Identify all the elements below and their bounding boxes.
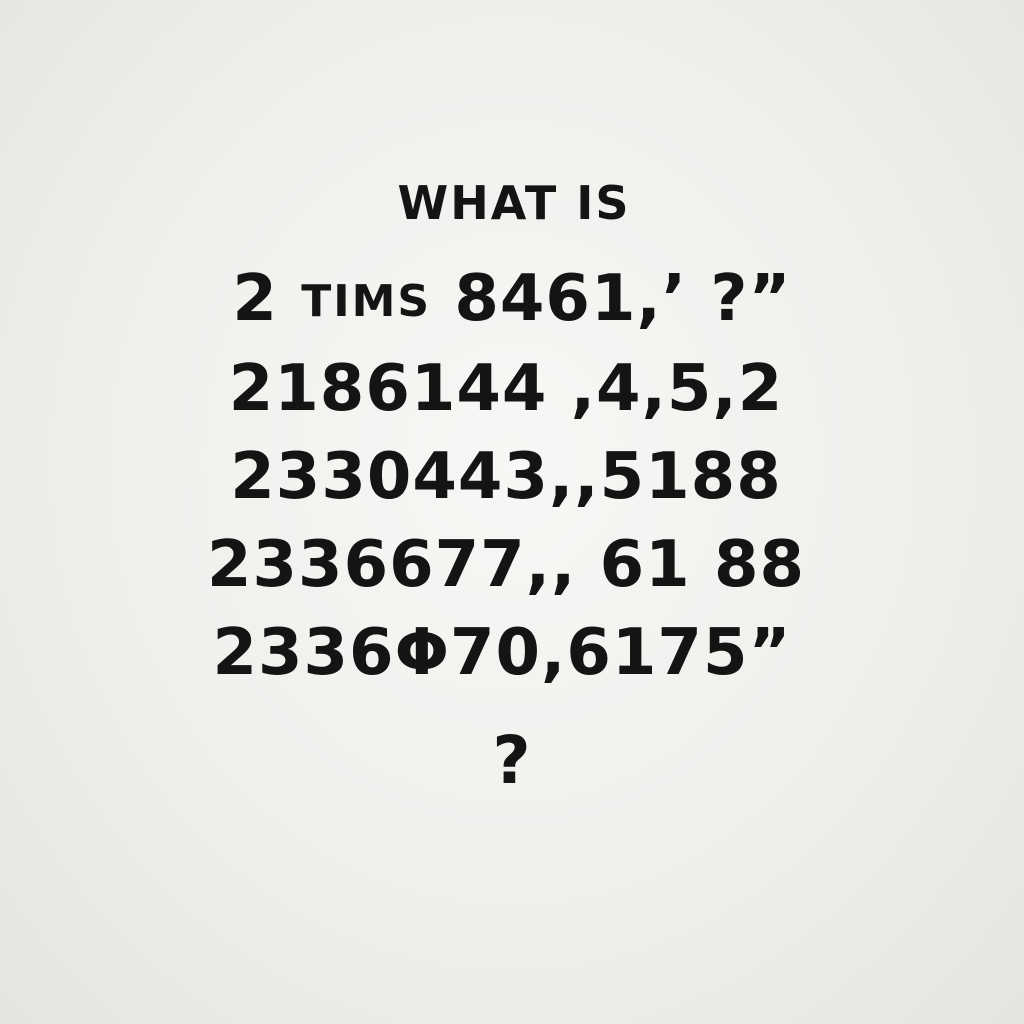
number-line-4: 2336Φ70,6175” [212,616,792,690]
question-word: TIMS [301,276,432,327]
number-line-1: 2186144 ,4,5,2 [228,352,784,426]
question-operand: 8461,’ ?” [454,262,792,336]
question-number: 2 [232,262,278,336]
question-line [0,262,1024,336]
number-line-2: 2330443,,5188 [230,440,782,514]
number-line-3: 2336677,, 61 88 [206,528,806,602]
heading-text: WHAT IS [397,176,631,230]
question-mark: ? [492,722,532,799]
